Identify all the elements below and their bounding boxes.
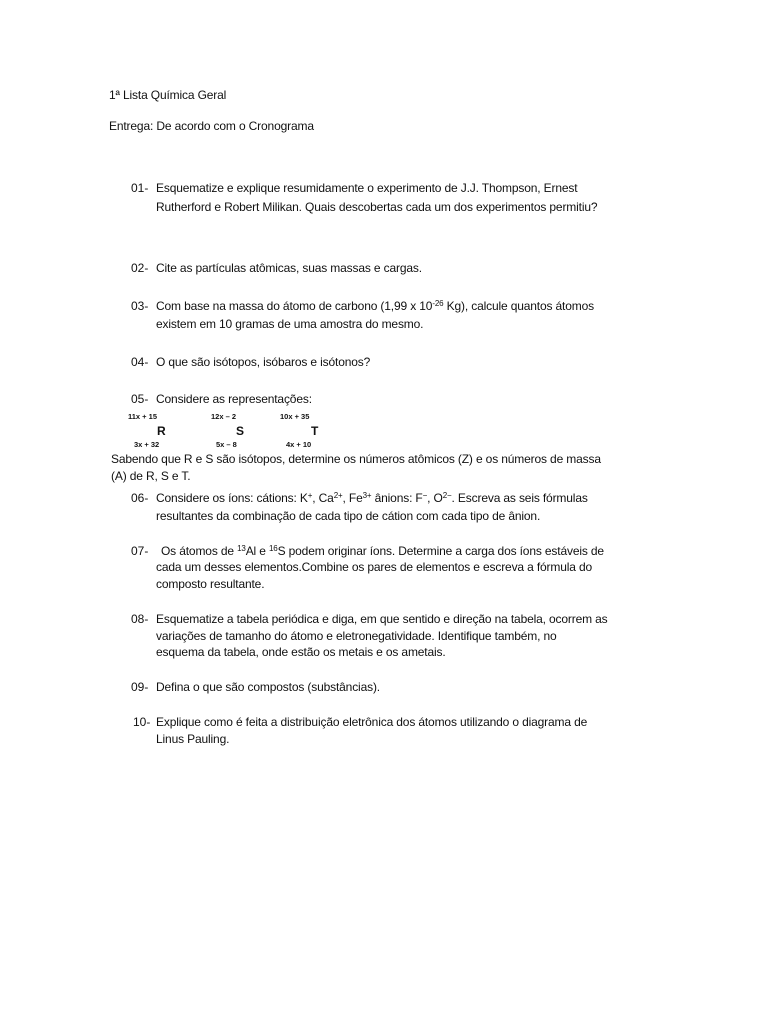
atomic-number-label: 4x + 10 [286, 440, 312, 449]
question-text-line: resultantes da combinação de cada tipo de cátion com cada tipo de ânion. [156, 509, 541, 523]
delivery-note: Entrega: De acordo com o Cronograma [109, 119, 314, 133]
question-number: 05- [131, 392, 149, 406]
text-segment: Com base na massa do átomo de carbono (1,99 x 10 [156, 299, 433, 313]
text-segment: . Escreva as seis fórmulas [451, 491, 588, 505]
question-number: 06- [131, 491, 149, 505]
question-text-line [156, 490, 588, 508]
question-text-line: Explique como é feita a distribuição eletrônica dos átomos utilizando o diagrama de [156, 715, 588, 729]
superscript: 2+ [333, 491, 343, 500]
text-segment: , Fe [342, 491, 363, 505]
question-text-line: Esquematize e explique resumidamente o experimento de J.J. Thompson, Ernest [156, 181, 578, 195]
question-number: 04- [131, 355, 149, 369]
question-number: 01- [131, 181, 149, 195]
element-symbol: R [157, 424, 166, 438]
question-text-line: Cite as partículas atômicas, suas massas e cargas. [156, 261, 422, 275]
question-text-line: O que são isótopos, isóbaros e isótonos? [156, 355, 371, 369]
text-segment: , O [427, 491, 443, 505]
question-number: 08- [131, 612, 149, 626]
question-text-line: esquema da tabela, onde estão os metais e os ametais. [156, 645, 446, 659]
superscript: 13 [237, 544, 246, 553]
element-symbol: T [311, 424, 319, 438]
question-number: 03- [131, 299, 149, 313]
mass-number-label: 10x + 35 [280, 412, 310, 421]
question-text-line [156, 298, 594, 316]
question-number: 07- [131, 544, 149, 558]
question-number: 10- [133, 715, 151, 729]
mass-number-label: 12x – 2 [211, 412, 237, 421]
question-number: 09- [131, 680, 149, 694]
question-text-line: Defina o que são compostos (substâncias). [156, 680, 380, 694]
question-text-line: composto resultante. [156, 577, 265, 591]
question-number: 02- [131, 261, 149, 275]
superscript: -26 [432, 299, 444, 308]
text-segment: S podem originar íons. Determine a carga dos íons estáveis de [277, 544, 604, 558]
superscript: − [422, 491, 428, 500]
text-segment: Considere os íons: cátions: K [156, 491, 308, 505]
question-text-line: Rutherford e Robert Milikan. Quais descobertas cada um dos experimentos permitiu? [156, 200, 598, 214]
question-text-line: cada um desses elementos.Combine os pares de elementos e escreva a fórmula do [156, 560, 593, 574]
question-text-line: Esquematize a tabela periódica e diga, em que sentido e direção na tabela, ocorrem as [156, 612, 608, 626]
superscript: 16 [268, 544, 278, 553]
text-segment: ânions: F [371, 491, 423, 505]
superscript: 3+ [362, 491, 372, 500]
text-segment: Kg), calcule quantos átomos [443, 299, 594, 313]
text-segment: Al e [245, 544, 269, 558]
atomic-number-label: 5x – 8 [216, 440, 237, 449]
document-title: 1ª Lista Química Geral [109, 88, 227, 102]
question-text-line: Linus Pauling. [156, 732, 230, 746]
element-symbol: S [236, 424, 245, 438]
text-segment: , Ca [312, 491, 334, 505]
question-text-line: variações de tamanho do átomo e eletronegatividade. Identifique também, no [156, 629, 557, 643]
mass-number-label: 11x + 15 [128, 412, 157, 421]
superscript: 2− [442, 491, 452, 500]
question-text-line: Sabendo que R e S são isótopos, determine os números atômicos (Z) e os números de massa [111, 452, 601, 466]
atomic-number-label: 3x + 32 [134, 440, 160, 449]
question-text-line: (A) de R, S e T. [111, 469, 191, 483]
question-text-line: existem em 10 gramas de uma amostra do mesmo. [156, 317, 424, 331]
superscript: + [307, 491, 313, 500]
text-segment: Os átomos de [161, 544, 238, 558]
question-text-line: Considere as representações: [156, 392, 312, 406]
